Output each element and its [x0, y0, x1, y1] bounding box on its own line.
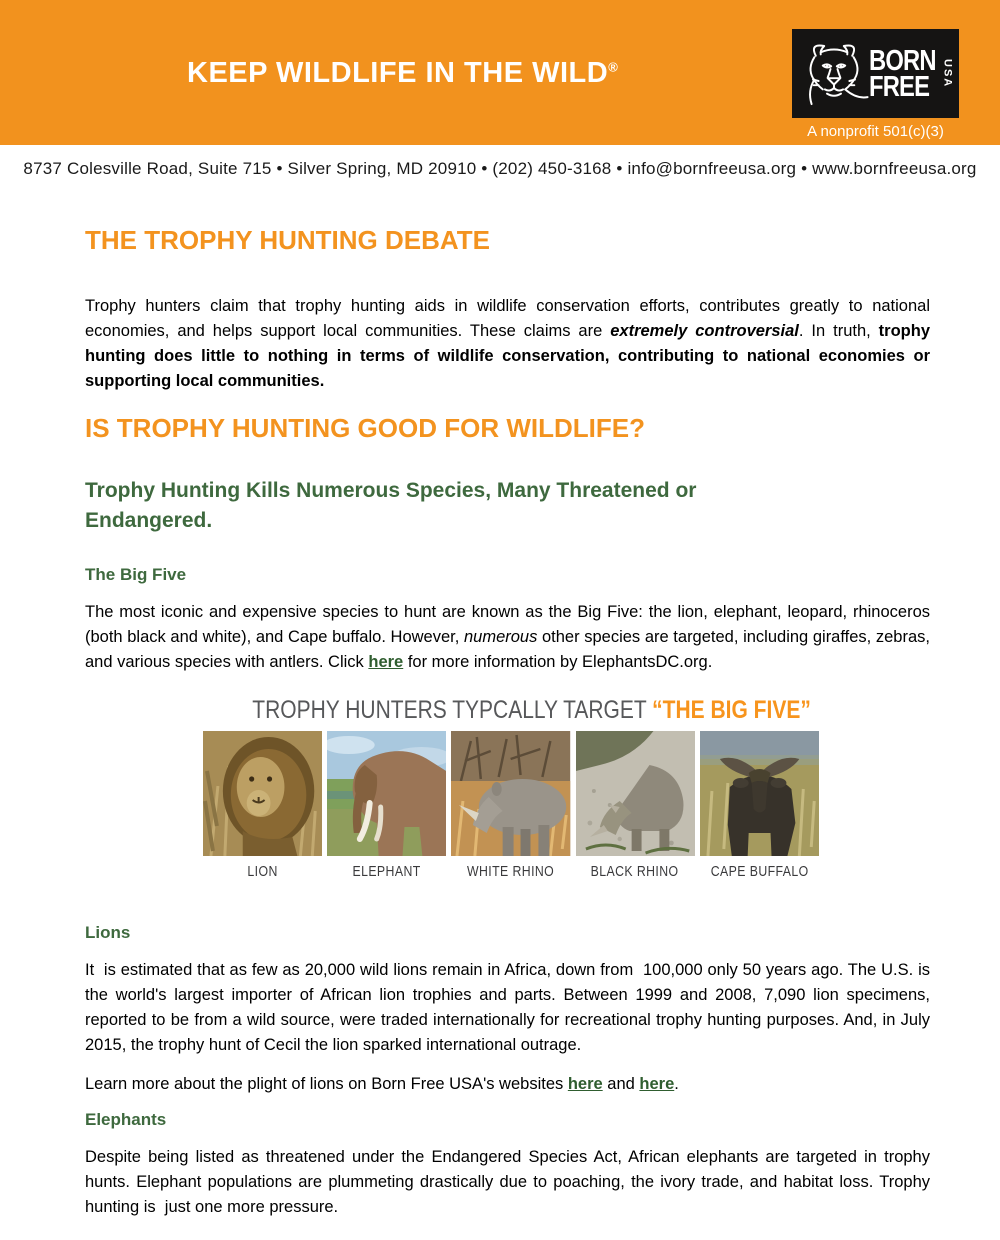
logo-usa-vertical: USA [941, 58, 954, 89]
big-five-text-1: The most iconic and expensive species to hunt are known as the Big Five: the lion, elephant, leopard, rhinoceros (both black and white), and Cape buffalo. However, [85, 603, 935, 646]
letterhead-banner [0, 0, 1000, 145]
figure-title-gray: TROPHY HUNTERS TYPCALLY TARGET [252, 696, 653, 724]
elephants-heading: Elephants [85, 1110, 167, 1129]
subsection-heading: Trophy Hunting Kills Numerous Species, Many Threatened or Endangered. [85, 479, 697, 532]
figure-photo-row [203, 731, 819, 856]
intro-emphasis: extremely controversial [610, 322, 799, 340]
tagline-text: KEEP WILDLIFE IN THE WILD [187, 57, 609, 89]
logo-wordmark [869, 44, 936, 103]
elephants-paragraph: Despite being listed as threatened under the Endangered Species Act, African elephants are targeted in trophy hunts. Elephant populations are plummeting drastically due to poaching, the ivory trade, and habitat loss. Trophy hunting is just one more pressure. [85, 1148, 935, 1216]
photo-label-elephant: ELEPHANT [352, 863, 421, 880]
big-five-heading: The Big Five [85, 565, 187, 584]
logo-word-born: BORN [869, 44, 936, 77]
big-five-text-2: other species are targeted, including giraffes, zebras, and various species with antlers. Click [85, 628, 935, 671]
article-title: THE TROPHY HUNTING DEBATE [85, 225, 490, 255]
article-content [85, 224, 935, 1220]
intro-text-2: . In truth, [798, 322, 879, 340]
cape-buffalo-photo [700, 731, 819, 856]
lions-here-link-2[interactable]: here [639, 1075, 675, 1093]
lion-face-icon [799, 35, 869, 113]
photo-label-lion: LION [247, 863, 278, 880]
section-heading: IS TROPHY HUNTING GOOD FOR WILDLIFE? [85, 413, 645, 443]
intro-text-1: Trophy hunters claim that trophy hunting aids in wildlife conservation efforts, contributes greatly to national economies, and helps support local communities. These claims are [85, 297, 935, 340]
big-five-here-link[interactable]: here [368, 653, 404, 671]
logo-word-free: FREE [869, 70, 930, 103]
intro-paragraph [85, 294, 935, 394]
intro-bold-claim: trophy hunting does little to nothing in terms of wildlife conservation, contributing to national economies or supporting local communities. [85, 322, 935, 390]
figure-label-row [203, 863, 819, 880]
learn-more-text-1: Learn more about the plight of lions on Born Free USA's websites [85, 1075, 568, 1093]
registered-mark: ® [608, 59, 619, 75]
born-free-logo [792, 29, 959, 118]
lion-photo [203, 731, 322, 856]
big-five-italic: numerous [463, 628, 538, 646]
elephant-photo [327, 731, 446, 856]
lions-heading: Lions [85, 923, 131, 942]
photo-label-cape-buffalo: CAPE BUFFALO [710, 863, 809, 880]
photo-label-black-rhino: BLACK RHINO [591, 863, 679, 880]
learn-more-text-3: . [674, 1075, 679, 1093]
big-five-paragraph [85, 600, 935, 675]
born-free-logo-block [792, 29, 959, 140]
figure-title-orange: “THE BIG FIVE” [652, 696, 811, 724]
lions-here-link-1[interactable]: here [567, 1075, 603, 1093]
contact-address-bar: 8737 Colesville Road, Suite 715 • Silver Spring, MD 20910 • (202) 450-3168 • info@bornfreeusa.org • www.bornfreeusa.org [23, 159, 977, 178]
photo-label-white-rhino: WHITE RHINO [467, 863, 555, 880]
nonprofit-caption: A nonprofit 501(c)(3) [807, 123, 944, 140]
figure-title [252, 696, 811, 724]
big-five-text-3: for more information by ElephantsDC.org. [403, 653, 713, 671]
black-rhino-photo [576, 731, 695, 856]
lions-learn-more [85, 1072, 930, 1097]
learn-more-text-2: and [602, 1075, 640, 1093]
big-five-figure [203, 697, 819, 880]
tagline [187, 57, 618, 90]
white-rhino-photo [451, 731, 570, 856]
lions-paragraph: It is estimated that as few as 20,000 wild lions remain in Africa, down from 100,000 only 50 years ago. The U.S. is the world's largest importer of African lion trophies and parts. Between 1999 and 2008, 7,090 lion specimens, reported to be from a wild source, were traded internationally for recreational trophy hunting purposes. And, in July 2015, the trophy hunt of Cecil the lion sparked international outrage. [85, 961, 935, 1054]
